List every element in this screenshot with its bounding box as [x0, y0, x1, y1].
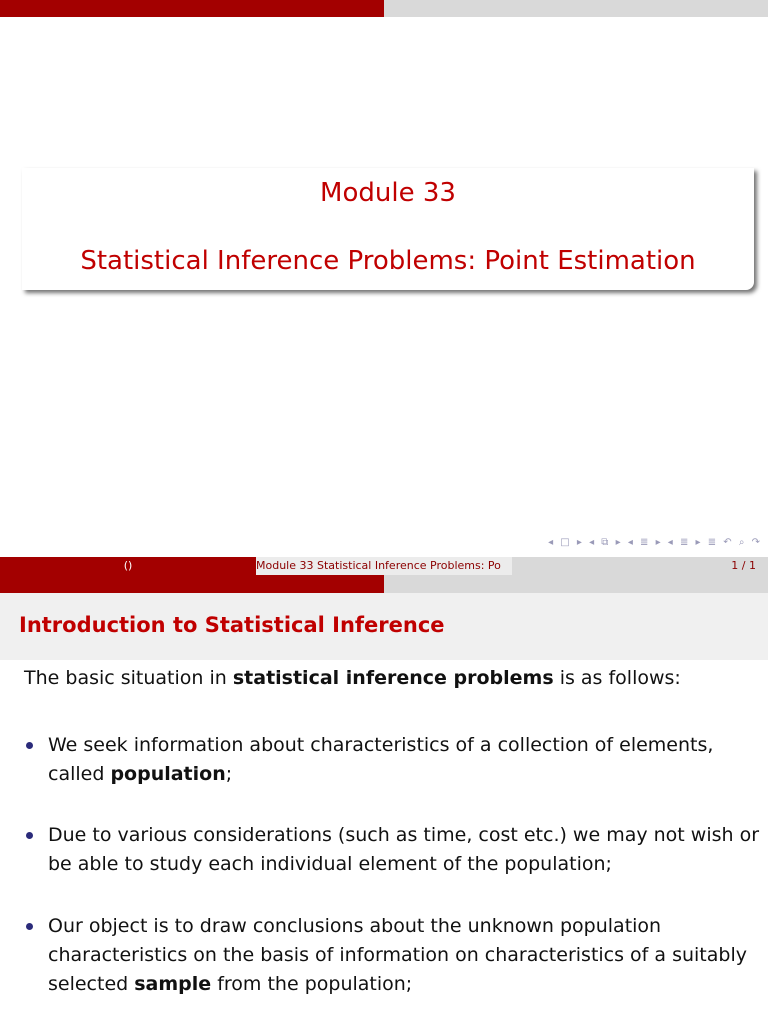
bullet-post: ;: [225, 763, 233, 785]
bullet-bold: population: [110, 763, 226, 785]
bullet-item: [48, 731, 760, 789]
title-block: [22, 168, 754, 290]
footer-author-text: (): [123, 559, 133, 572]
intro-post: is as follows:: [553, 667, 681, 689]
top-bar-left: [0, 0, 384, 17]
bullet-text: We seek information about characteristics of a collection of elements, called: [48, 734, 714, 785]
footer-bar-right: [384, 575, 768, 590]
bullet-icon: [26, 742, 33, 749]
bullet-item: [48, 821, 760, 879]
footer-author: [0, 557, 256, 575]
frame-title: Introduction to Statistical Inference: [19, 613, 445, 637]
footer-bar-left: [0, 575, 384, 590]
page-number: 1 / 1: [731, 559, 756, 572]
footer-title-text: Module 33 Statistical Inference Problems: Po: [256, 559, 501, 572]
frame-title-bar: [0, 593, 768, 660]
bullet-bold: sample: [134, 973, 212, 995]
footer-title: [256, 557, 512, 575]
bullet-item: [48, 912, 760, 999]
footer-page: [512, 557, 768, 575]
bullet-post: from the population;: [211, 973, 413, 995]
bullet-text: Our object is to draw conclusions about the unknown population characteristics on the basis of information on characteristics of a suitably selected: [48, 915, 747, 995]
intro-bold: statistical inference problems: [232, 667, 554, 689]
bullet-text: Due to various considerations (such as time, cost etc.) we may not wish or be able to study each individual element of the population;: [48, 824, 760, 875]
slide-subtitle: Statistical Inference Problems: Point Estimation: [80, 246, 696, 276]
slide-title: Module 33: [320, 178, 456, 208]
intro-pre: The basic situation in: [24, 667, 233, 689]
top-bar-right: [384, 0, 768, 17]
bullet-icon: [26, 832, 33, 839]
intro-text: [24, 664, 681, 693]
bullet-icon: [26, 923, 33, 930]
beamer-navigation-icons[interactable]: ◂ □ ▸ ◂ ⧉ ▸ ◂ ≣ ▸ ◂ ≣ ▸ ≣ ↶ ⌕ ↷: [548, 537, 762, 548]
